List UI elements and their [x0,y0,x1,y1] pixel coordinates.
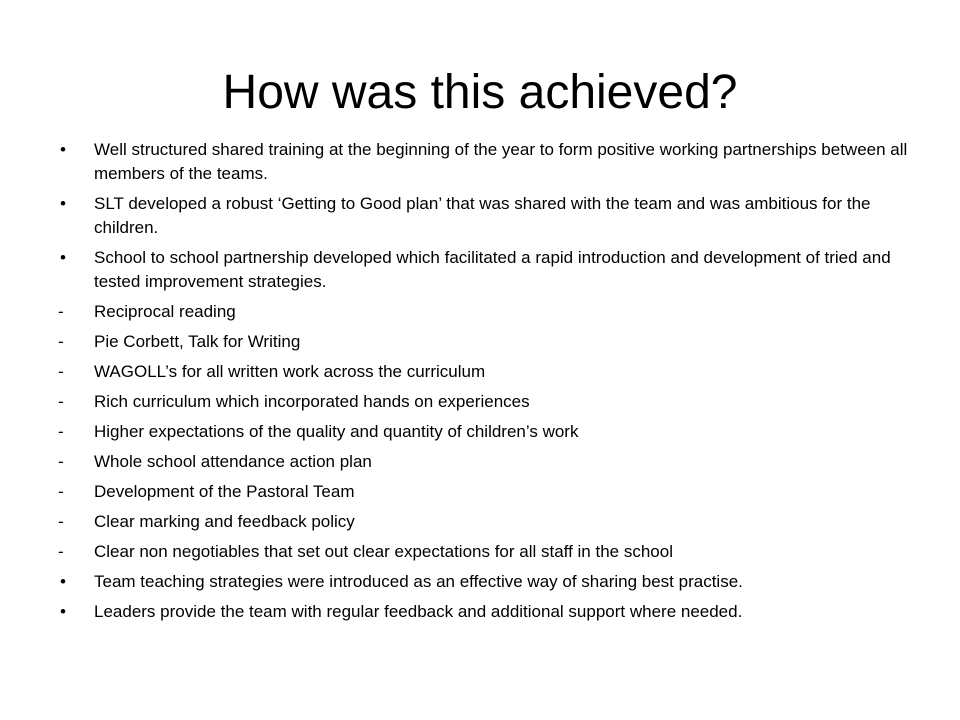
dash-item [52,480,912,504]
bullet-item [52,246,912,294]
bullet-item [52,138,912,186]
bullet-marker: • [60,572,66,591]
dash-item [52,420,912,444]
bullet-marker: • [60,248,66,267]
dash-text: Clear marking and feedback policy [94,512,355,531]
dash-marker: - [58,422,64,441]
dash-item [52,360,912,384]
bullet-marker: • [60,602,66,621]
dash-text: Development of the Pastoral Team [94,482,355,501]
bullet-text: SLT developed a robust ‘Getting to Good plan’ that was shared with the team and was ambitious for the children. [94,194,871,237]
bullet-text: Team teaching strategies were introduced as an effective way of sharing best practise. [94,572,743,591]
dash-marker: - [58,392,64,411]
dash-item [52,300,912,324]
dash-marker: - [58,542,64,561]
dash-text: Clear non negotiables that set out clear expectations for all staff in the school [94,542,673,561]
dash-marker: - [58,302,64,321]
bullet-marker: • [60,194,66,213]
dash-marker: - [58,512,64,531]
dash-item [52,510,912,534]
dash-item [52,330,912,354]
bullet-text: Well structured shared training at the beginning of the year to form positive working partnerships between all members of the teams. [94,140,908,183]
dash-marker: - [58,332,64,351]
bullet-text: Leaders provide the team with regular feedback and additional support where needed. [94,602,743,621]
dash-text: Whole school attendance action plan [94,452,372,471]
bullet-item [52,192,912,240]
dash-marker: - [58,482,64,501]
dash-item [52,540,912,564]
dash-marker: - [58,362,64,381]
bullet-item [52,600,912,624]
bullet-item [52,570,912,594]
dash-text: Reciprocal reading [94,302,236,321]
dash-text: Rich curriculum which incorporated hands on experiences [94,392,530,411]
dash-item [52,390,912,414]
bullet-text: School to school partnership developed which facilitated a rapid introduction and development of tried and tested improvement strategies. [94,248,891,291]
dash-marker: - [58,452,64,471]
slide-title: How was this achieved? [222,66,738,119]
dash-text: Higher expectations of the quality and quantity of children’s work [94,422,579,441]
dash-item [52,450,912,474]
dash-text: WAGOLL’s for all written work across the curriculum [94,362,486,381]
bullet-list [52,138,912,630]
dash-text: Pie Corbett, Talk for Writing [94,332,301,351]
bullet-marker: • [60,140,66,159]
